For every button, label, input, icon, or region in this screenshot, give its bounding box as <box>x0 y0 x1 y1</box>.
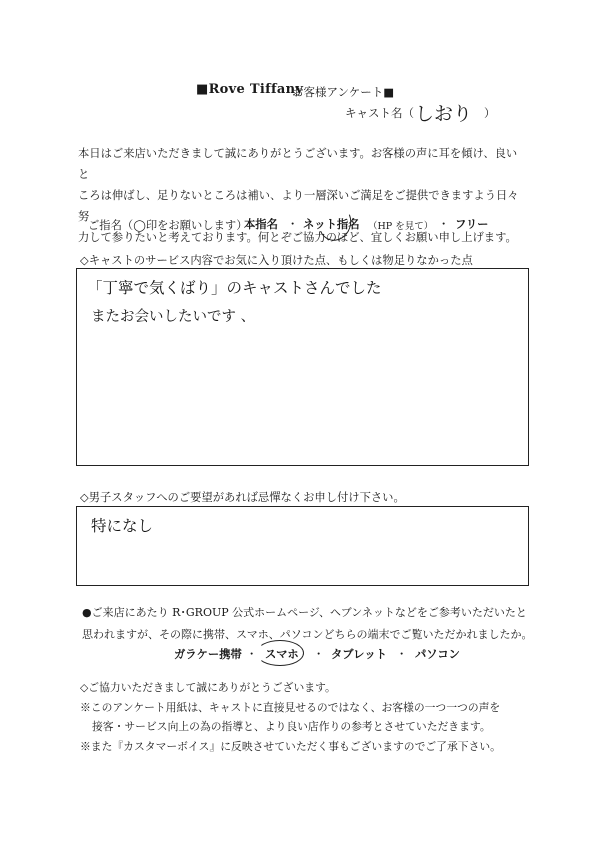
device-option-feature-phone[interactable]: ガラケー携帯 <box>174 647 242 661</box>
device-option-smartphone[interactable]: スマホ <box>265 647 299 661</box>
nomination-separator: ・ <box>287 218 299 231</box>
device-separator: ・ <box>396 648 408 661</box>
device-question-line: 思われますが、その際に携帯、スマホ、パソコンどちらの端末でご覧いただかれましたか。 <box>82 628 533 641</box>
device-separator: ・ <box>246 648 258 661</box>
cast-name-close: ） <box>484 106 496 120</box>
q1-answer-line: 「丁寧で気くばり」のキャストさんでした <box>87 279 382 297</box>
q1-answer-line: またお会いしたいです 、 <box>91 309 256 325</box>
device-question-line: ●ご来店にあたり R･GROUP 公式ホームページ、ヘブンネットなどをご参考いただいたと <box>82 606 527 619</box>
selection-circle-mark <box>256 640 304 666</box>
device-option-pc[interactable]: パソコン <box>415 647 460 661</box>
nomination-option-net-note: （HP を見て） <box>368 221 434 232</box>
q2-answer-box[interactable] <box>76 506 529 586</box>
q2-answer: 特になし <box>91 517 154 535</box>
footer-note: ※このアンケート用紙は、キャストに直接見せるのではなく、お客様の一つ一つの声を <box>80 701 501 714</box>
store-title: ■Rove Tiffany <box>196 82 304 97</box>
footer-thanks: ◇ご協力いただきまして誠にありがとうございます。 <box>80 681 336 694</box>
nomination-label: ご指名（◯印をお願いします） <box>88 219 248 232</box>
intro-line: 本日はご来店いただきまして誠にありがとうございます。お客様の声に耳を傾け、良いと <box>78 147 518 181</box>
nomination-separator: ・ <box>438 218 450 231</box>
cast-name-label: キャスト名（ <box>345 106 414 120</box>
q1-label: ◇キャストのサービス内容でお気に入り頂けた点、もしくは物足りなかった点 <box>80 254 473 267</box>
q2-label: ◇男子スタッフへのご要望があれば忌憚なくお申し付け下さい。 <box>80 491 405 504</box>
intro-line: ころは伸ばし、足りないところは補い、より一層深いご満足をご提供できますよう日々努 <box>78 189 519 223</box>
footer-note: 接客・サービス向上の為の指導と、より良い店作りの参考とさせていただきます。 <box>92 720 491 733</box>
nomination-option-net[interactable]: ネット指名 <box>303 217 360 231</box>
device-separator: ・ <box>313 648 325 661</box>
survey-subtitle: お客様アンケート■ <box>292 85 395 99</box>
cast-name-handwritten: しおり <box>415 103 473 125</box>
footer-note: ※また『カスタマーボイス』に反映させていただく事もございますのでご了承下さい。 <box>80 740 501 753</box>
intro-line: 力して参りたいと考えております。何とぞご協力のほど、宜しくお願い申し上げます。 <box>78 231 517 244</box>
device-option-tablet[interactable]: タブレット <box>331 647 387 661</box>
nomination-option-free[interactable]: フリー <box>455 217 489 231</box>
nomination-option-regular[interactable]: 本指名 <box>244 217 278 231</box>
q1-answer-box[interactable] <box>76 268 529 466</box>
